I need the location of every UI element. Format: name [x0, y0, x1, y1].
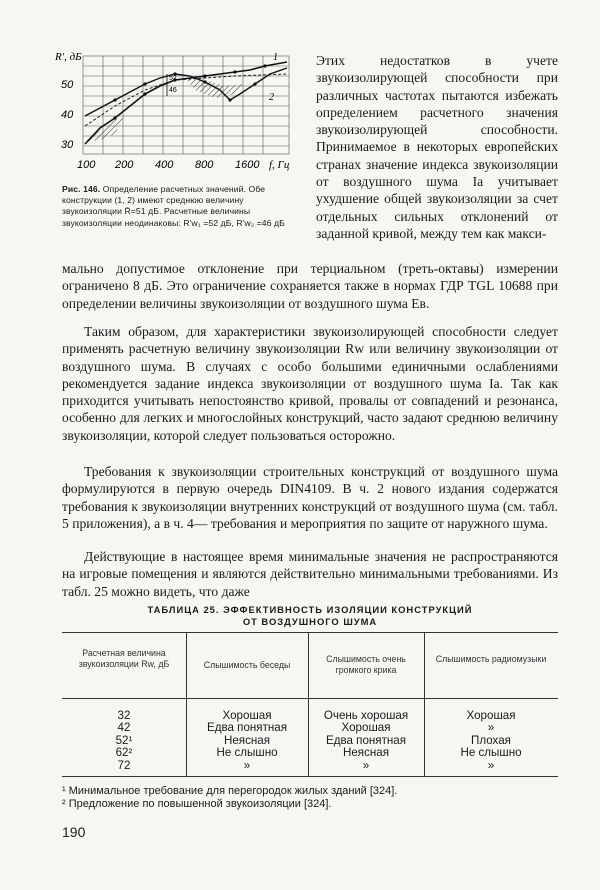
caption-label: Рис. 146. — [62, 184, 101, 194]
table-25 — [62, 632, 558, 782]
table-cell: » — [487, 758, 495, 772]
table-cell: Едва понятная — [206, 721, 288, 735]
x-tick-200: 200 — [115, 159, 134, 171]
footnote-2: ² Предложение по повышенной звукоизоляции [324]. — [62, 798, 332, 810]
table-col-values — [62, 710, 186, 772]
table-cell: Неясная — [223, 733, 271, 747]
table-cell: 62² — [115, 746, 133, 760]
table-header-rule — [62, 698, 558, 699]
paragraph-1-continued: мально допустимое отклонение при терциальном (треть-октавы) измерении ограничено 8 дБ. Это ограничение сохраняется также в нормах ГДР TGL 10688 при определении величины звукоизоляции от воздушного шума Eв. — [62, 261, 558, 311]
table-header-talk: Слышимость беседы — [203, 660, 291, 670]
table-header-value: Расчетная величина звукоизоляции Rw, дБ — [78, 648, 170, 669]
table-col-talk — [186, 710, 308, 772]
paragraph-1-right: Этих недостатков в учете звукоизолирующей способности при различных частотах пытаются избежать определением расчетного значения звукоизолирующей способности. Принимаемое в некоторых европейских странах значение индекса звукоизоляции от воздушного шума Iа учитывает ухудшение общей звукоизоляции за счет отдельных сильных отклонений от заданной кривой, между тем как макси- — [316, 53, 558, 241]
table-title-line-1: ТАБЛИЦА 25. ЭФФЕКТИВНОСТЬ ИЗОЛЯЦИИ КОНСТРУКЦИЙ — [147, 604, 473, 615]
table-cell: » — [243, 758, 251, 772]
caption-text: Определение расчетных значений. Обе конструкции (1, 2) имеют среднюю величину звукоизоляции R̄=51 дБ. Расчетные величины звукоизоляции неодинаковы: R'w₁ =52 дБ, R'w₂ =46 дБ — [62, 184, 285, 228]
paragraph-2: Таким образом, для характеристики звукоизолирующей способности следует применять расчетную величину звукоизоляции Rw или величину звукоизоляции от воздушного шума. В случаях с особо большими единичными ослаблениями рекомендуется задание индекса звукоизоляции от воздушного шума Iа. Так как приходится учитывать непостоянство кривой, провалы от совпадений и резонанса, особенно для легких и многослойных конструкций, часто задают среднюю величину звукоизоляции, которой следует пользоваться осторожно. — [62, 324, 558, 443]
paragraph-3: Требования к звукоизоляции строительных конструкций от воздушного шума формулируются в первую очередь DIN4109. В ч. 2 нового издания содержатся требования к звукоизоляции внутренних конструкций от воздушного шума (см. табл. 5 приложения), а в ч. 4— требования и мероприятия по защите от наружного шума. — [62, 464, 558, 531]
table-cell: 42 — [117, 721, 131, 735]
curve-2 — [85, 68, 287, 116]
paragraph-4: Действующие в настоящее время минимальные значения не распространяются на игровые помещения и являются действительно минимальными требованиями. Из табл. 25 можно видеть, что даже — [62, 549, 558, 599]
table-header-shout: Слышимость очень громкого крика — [326, 654, 406, 675]
table-cell: Едва понятная — [325, 733, 407, 747]
annot-52: 52 — [169, 75, 177, 82]
table-cell: 72 — [117, 758, 131, 772]
table-cell: Неясная — [342, 746, 390, 760]
footnote-1: ¹ Минимальное требование для перегородок жилых зданий [324]. — [62, 785, 398, 797]
table-cell: Очень хорошая — [323, 709, 409, 722]
table-cell: Не слышно — [216, 746, 278, 760]
figure-146 — [55, 50, 305, 185]
table-cell: Хорошая — [341, 721, 391, 735]
page-number: 190 — [62, 824, 86, 840]
table-cell: Плохая — [471, 733, 511, 747]
table-cell: » — [362, 758, 370, 772]
annot-46: 46 — [169, 87, 177, 94]
table-cell: » — [487, 721, 495, 735]
y-tick-50: 50 — [61, 79, 74, 91]
y-tick-30: 30 — [61, 139, 74, 151]
curve-label-2: 2 — [269, 92, 274, 103]
table-cell: Хорошая — [222, 709, 272, 722]
table-title-line-2: ОТ ВОЗДУШНОГО ШУМА — [242, 616, 378, 627]
x-axis-label: f, Гц — [269, 159, 290, 171]
table-cell: 52¹ — [115, 733, 133, 747]
table-cell: Не слышно — [460, 746, 522, 760]
table-title — [62, 604, 558, 628]
table-col-radio — [424, 710, 558, 772]
x-tick-100: 100 — [77, 159, 96, 171]
table-cell: 32 — [117, 709, 131, 722]
curve-label-1: 1 — [273, 52, 278, 63]
x-tick-800: 800 — [195, 159, 214, 171]
frequency-plot — [55, 50, 305, 185]
table-cell: Хорошая — [466, 709, 516, 722]
table-header-radio: Слышимость радиомузыки — [435, 654, 547, 664]
y-axis-label: R', дБ — [55, 51, 82, 63]
table-bottom-rule — [62, 776, 558, 777]
table-top-rule — [62, 632, 558, 633]
x-tick-400: 400 — [155, 159, 174, 171]
figure-caption — [62, 184, 302, 229]
x-tick-1600: 1600 — [235, 159, 260, 171]
y-tick-40: 40 — [61, 109, 74, 121]
table-col-shout — [308, 710, 424, 772]
